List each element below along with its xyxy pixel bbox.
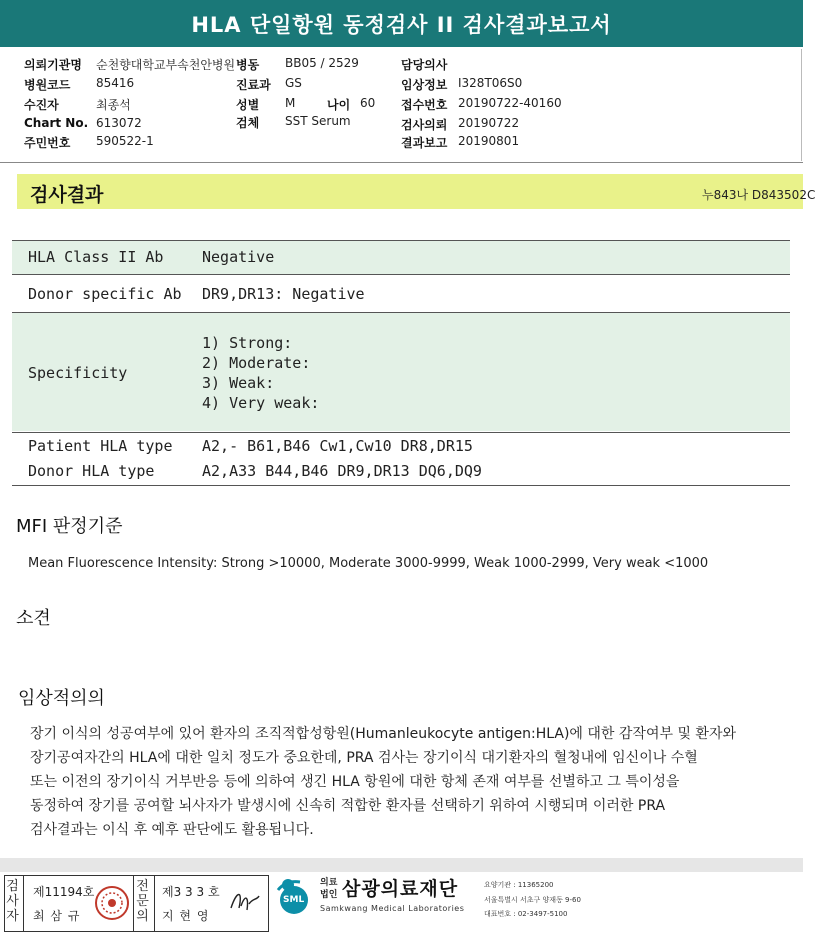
sml-logo-icon <box>272 876 316 924</box>
label-specimen: 검체 <box>236 116 260 130</box>
label-requesting-institution: 의뢰기관명 <box>24 58 82 72</box>
label-hospital-code: 병원코드 <box>24 78 71 92</box>
clinical-line: 검사결과는 이식 후 예후 판단에도 활용됩니다. <box>30 822 314 838</box>
value-receipt-no: 20190722-40160 <box>458 96 562 110</box>
value-department: GS <box>285 76 302 90</box>
row-label-dsa: Donor specific Ab <box>28 285 182 303</box>
examiner-role-text: 검사자 <box>6 879 19 924</box>
value-age: 60 <box>360 96 376 110</box>
org-info-phone: 대표번호 : 02-3497-5100 <box>484 910 568 918</box>
clinical-line: 동정하여 장기를 공여할 뇌사자가 발생시에 신속히 적합한 환자를 선택하기 위하여 시행되며 이러한 PRA <box>30 798 666 814</box>
value-specimen: SST Serum <box>285 114 351 128</box>
org-type-top: 의료 <box>320 878 338 888</box>
logo-text: SML <box>283 895 305 905</box>
specialist-license: 제3 3 3 호 <box>162 885 220 899</box>
table-bottom-border <box>12 485 790 486</box>
divider <box>23 876 24 931</box>
mfi-text: Mean Fluorescence Intensity: Strong >10000, Moderate 3000-9999, Weak 1000-2999, Very weak <1000 <box>28 556 709 571</box>
label-patient: 수진자 <box>24 98 59 112</box>
value-requesting-institution: 순천향대학교부속천안병원 <box>96 58 236 72</box>
label-receipt-no: 접수번호 <box>401 98 448 112</box>
specificity-weak: 3) Weak: <box>202 374 275 392</box>
label-ward: 병동 <box>236 58 260 72</box>
value-chart-no: 613072 <box>96 116 142 130</box>
clinical-title: 임상적의의 <box>18 688 105 709</box>
signature-box <box>4 875 269 932</box>
specialist-role-text: 전문의 <box>136 879 149 924</box>
specialist-signature-icon <box>227 884 263 924</box>
table-divider <box>12 274 790 275</box>
value-patient: 최종석 <box>96 98 131 112</box>
org-info-code: 요양기관 : 11365200 <box>484 881 554 889</box>
label-resident-no: 주민번호 <box>24 136 71 150</box>
value-sex: M <box>285 96 296 110</box>
divider <box>154 876 155 931</box>
org-type-bottom: 법인 <box>320 890 338 900</box>
opinion-title: 소견 <box>16 608 51 629</box>
examiner-role <box>6 879 21 924</box>
specificity-very-weak: 4) Very weak: <box>202 394 320 412</box>
label-clinical-info: 임상정보 <box>401 78 448 92</box>
specificity-moderate: 2) Moderate: <box>202 354 311 372</box>
clinical-line: 장기 이식의 성공여부에 있어 환자의 조직적합성항원(Humanleukocyte antigen:HLA)에 대한 감작여부 및 환자와 <box>30 726 736 742</box>
row-label-donor-hla: Donor HLA type <box>28 462 155 480</box>
label-age: 나이 <box>327 98 351 112</box>
results-title: 검사결과 <box>30 184 104 206</box>
label-chart-no: Chart No. <box>24 116 89 130</box>
org-info-address: 서울특별시 서초구 양재동 9-60 <box>484 896 581 904</box>
row-label-class2: HLA Class II Ab <box>28 248 164 266</box>
value-hospital-code: 85416 <box>96 76 135 90</box>
report-title: HLA 단일항원 동정검사 II 검사결과보고서 <box>0 0 803 47</box>
footer-separator <box>0 858 803 872</box>
examiner-name: 최 삼 규 <box>33 909 81 923</box>
value-clinical-info: I328T06S0 <box>458 76 523 90</box>
label-report-date: 결과보고 <box>401 136 448 150</box>
row-value-dsa: DR9,DR13: Negative <box>202 285 365 303</box>
org-name-en: Samkwang Medical Laboratories <box>320 904 465 913</box>
value-resident-no: 590522-1 <box>96 134 154 148</box>
row-label-patient-hla: Patient HLA type <box>28 437 173 455</box>
value-request-date: 20190722 <box>458 116 520 130</box>
results-code: 누843나 D843502C <box>702 188 815 202</box>
header-divider <box>0 162 803 163</box>
row-value-class2: Negative <box>202 248 275 266</box>
specialist-role <box>136 879 151 924</box>
clinical-line: 또는 이전의 장기이식 거부반응 등에 의하여 생긴 HLA 항원에 대한 항체 존재 여부를 선별하고 그 특이성을 <box>30 774 680 790</box>
label-sex: 성별 <box>236 98 260 112</box>
specificity-strong: 1) Strong: <box>202 334 293 352</box>
org-name: 삼광의료재단 <box>342 878 459 900</box>
specialist-name: 지 현 영 <box>162 909 210 923</box>
examiner-license: 제11194호 <box>33 885 95 899</box>
row-value-donor-hla: A2,A33 B44,B46 DR9,DR13 DQ6,DQ9 <box>202 462 482 480</box>
label-physician: 담당의사 <box>401 58 448 72</box>
label-department: 진료과 <box>236 78 271 92</box>
mfi-title: MFI 판정기준 <box>16 516 123 537</box>
value-report-date: 20190801 <box>458 134 520 148</box>
results-heading-bar <box>17 174 803 209</box>
table-row-specificity <box>12 313 790 431</box>
clinical-line: 장기공여자간의 HLA에 대한 일치 정도가 중요한데, PRA 검사는 장기이식 대기환자의 혈청내에 임신이나 수혈 <box>30 750 698 766</box>
row-label-specificity: Specificity <box>28 364 128 382</box>
examiner-seal-icon <box>95 886 129 920</box>
row-value-patient-hla: A2,- B61,B46 Cw1,Cw10 DR8,DR15 <box>202 437 473 455</box>
divider <box>133 876 134 931</box>
value-ward: BB05 / 2529 <box>285 56 359 70</box>
label-request-date: 검사의뢰 <box>401 118 448 132</box>
table-divider <box>12 432 790 433</box>
